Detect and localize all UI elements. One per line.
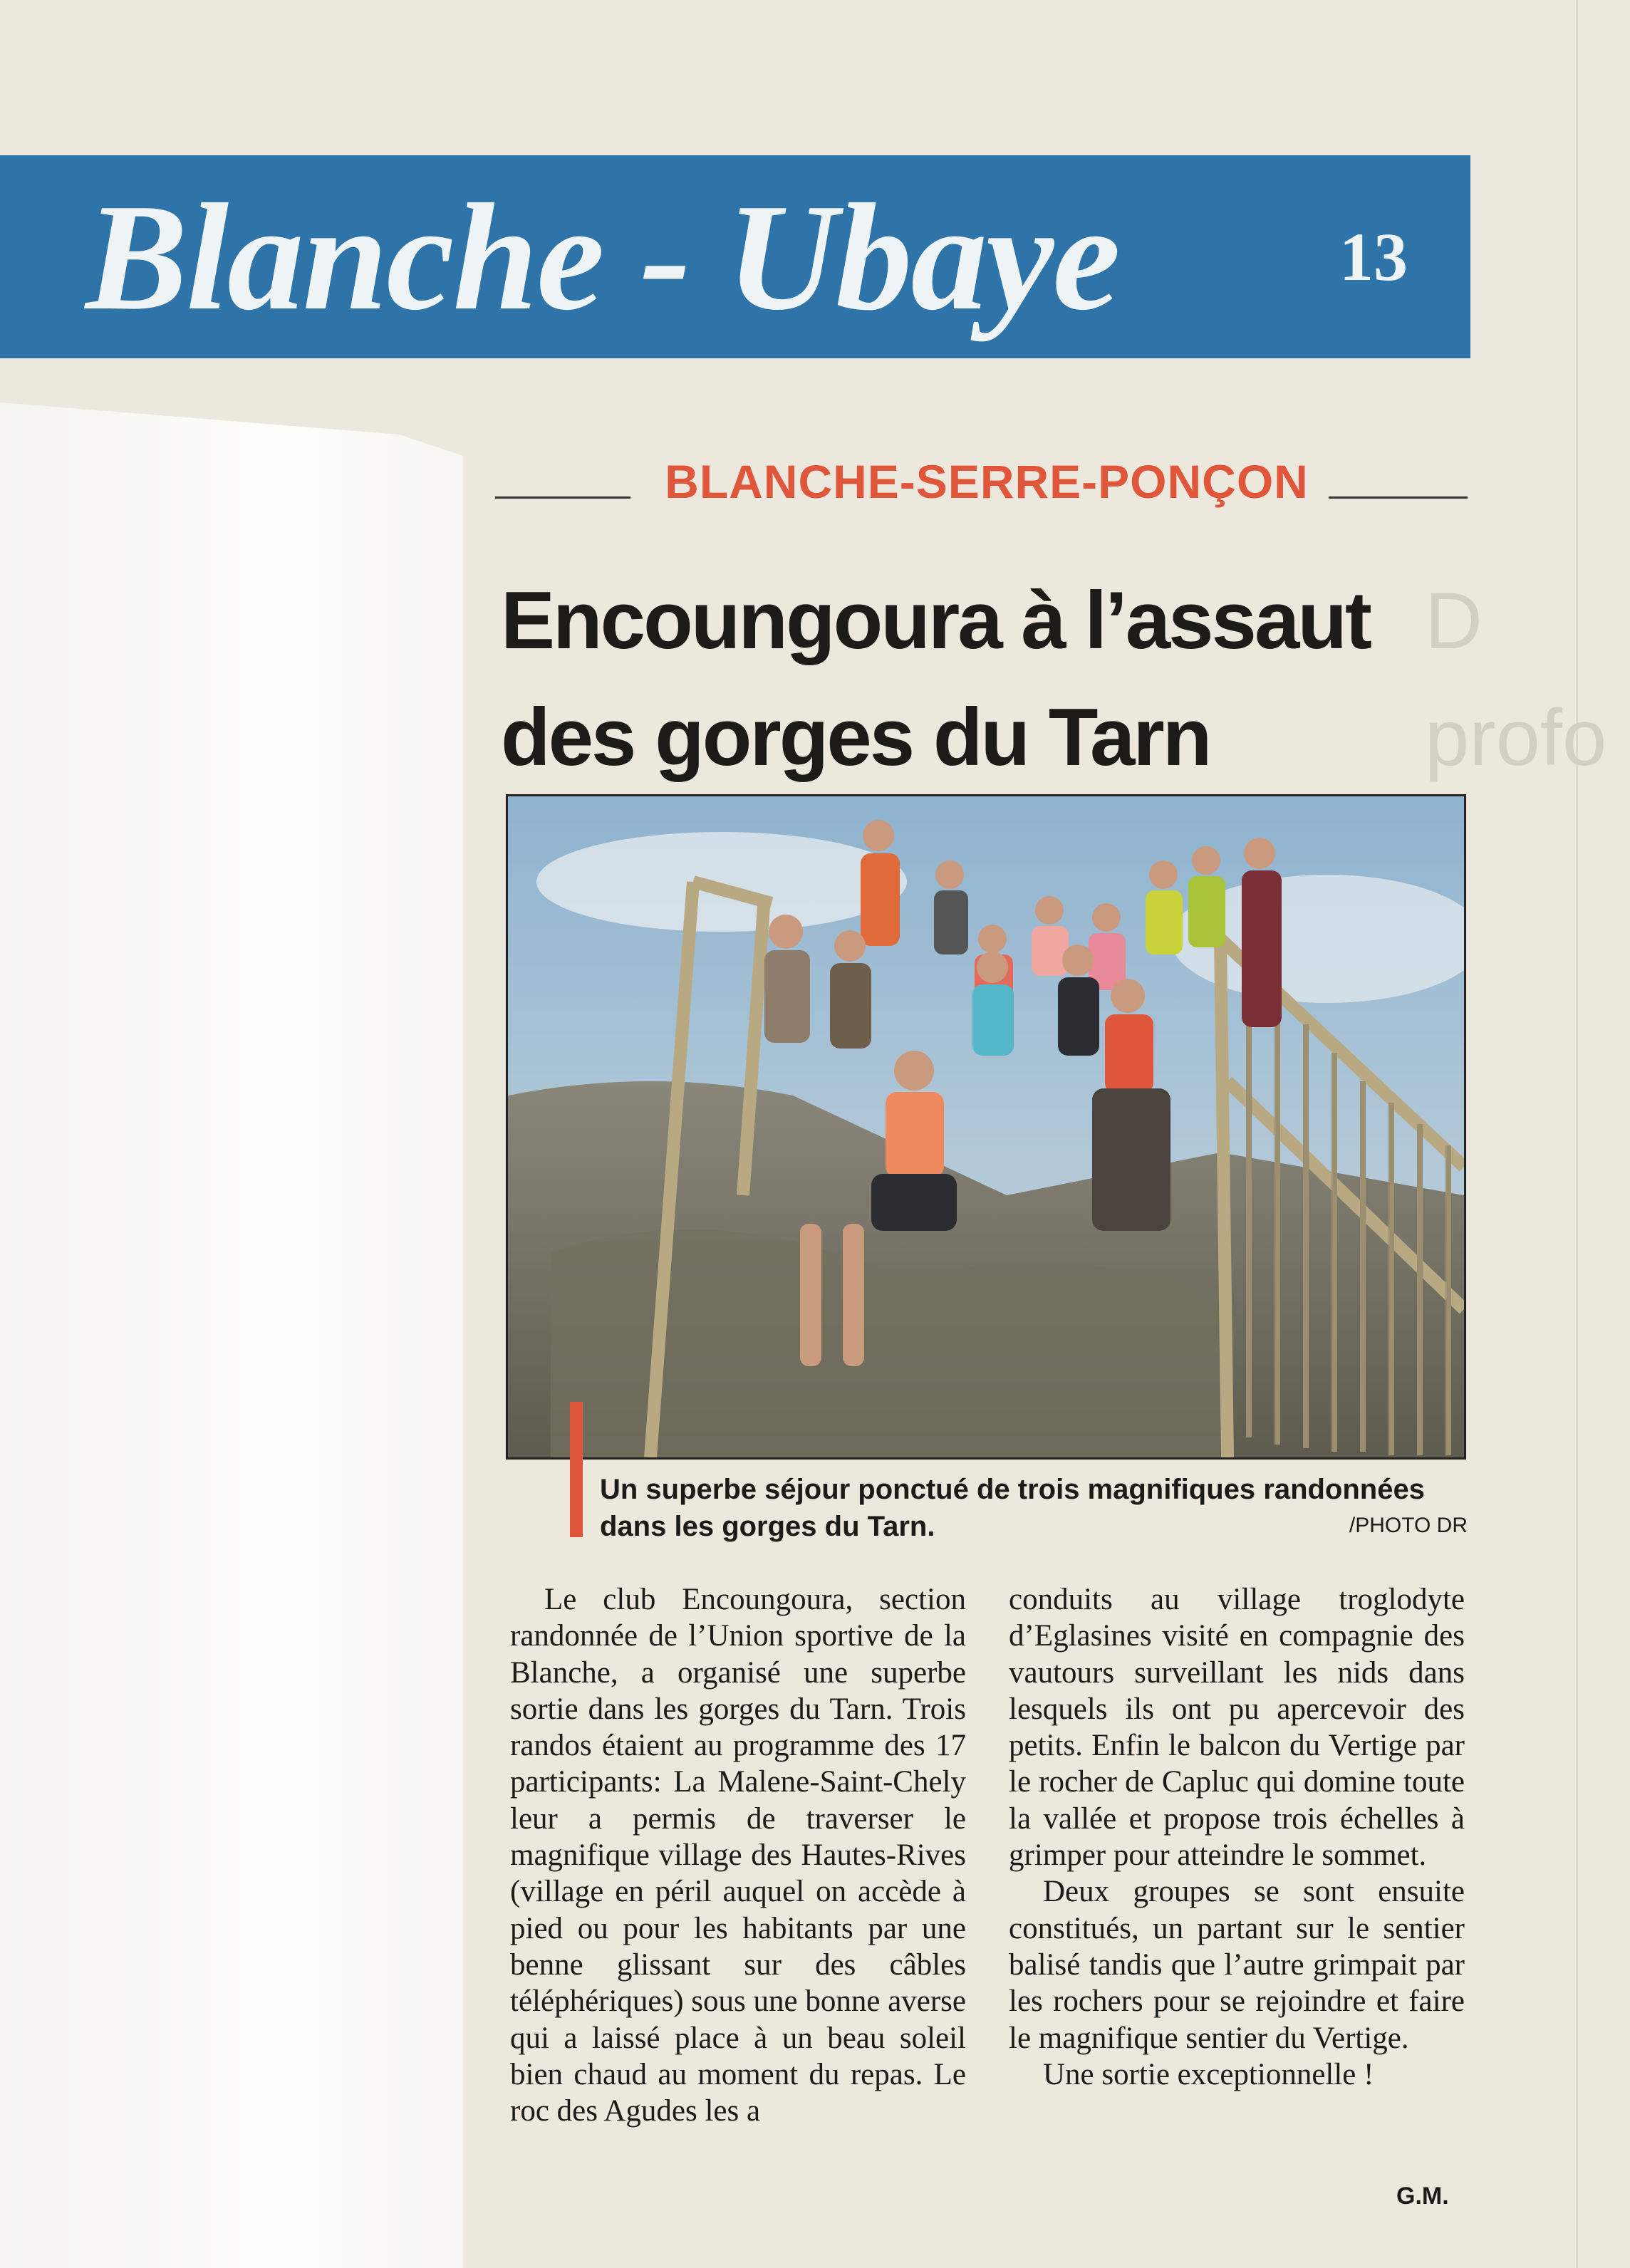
- page-number: 13: [1339, 219, 1408, 295]
- group-photo-illustration: [508, 796, 1464, 1457]
- caption-accent-bar: [570, 1402, 583, 1537]
- article-column-2: [1009, 1581, 1465, 2093]
- paper-crease: [1576, 0, 1578, 2268]
- caption-line-2: dans les gorges du Tarn.: [600, 1511, 935, 1542]
- page-title: Blanche - Ubaye: [85, 172, 1119, 342]
- section-label: BLANCHE-SERRE-PONÇON: [665, 455, 1309, 508]
- article-headline: [501, 563, 1498, 796]
- column-2-paragraph-3: Une sortie exceptionnelle !: [1043, 2057, 1374, 2091]
- section-rule-right: [1329, 496, 1468, 499]
- article-column-1: [510, 1581, 966, 2129]
- article-photo: [506, 794, 1466, 1460]
- column-2-paragraph-2: Deux groupes se sont ensuite constitués, un partant sur le sentier balisé tandis que l’autre grimpait par les rochers pour se rejoindre et faire le magnifique sentier du Vertige.: [1009, 1875, 1465, 2055]
- column-2-paragraph-1: conduits au village troglodyte d’Eglasines visité en compagnie des vautours surveillant les nids dans lesquels ils ont pu apercevoir des petits. Enfin le balcon du Vertige par le rocher de Capluc qui domine toute la vallée et propose trois échelles à grimper pour atteindre le sommet.: [1009, 1583, 1465, 1873]
- column-1-paragraph: Le club Encoungoura, section randonnée de l’Union sportive de la Blanche, a organisé une superbe sortie dans les gorges du Tarn. Trois randos étaient au programme des 17 participants: La Malene-Saint-Chely leur a permis de traverser le magnifique village des Hautes-Rives (village en péril auquel on accède à pied ou pour les habitants par une benne glissant sur des câbles téléphériques) sous une bonne averse qui a laissé place à un beau soleil bien chaud au moment du repas. Le roc des Agudes les a: [510, 1583, 967, 2128]
- bleed-through-text: D profo: [1425, 576, 1607, 782]
- headline-line-2: des gorges du Tarn: [501, 692, 1210, 783]
- section-rule-left: [495, 496, 630, 499]
- caption-line-1: Un superbe séjour ponctué de trois magnifiques randonnées: [600, 1474, 1425, 1505]
- background-paper: [0, 399, 470, 2268]
- photo-credit: /PHOTO DR: [1349, 1514, 1468, 1537]
- headline-line-1: Encoungoura à l’assaut: [501, 576, 1370, 666]
- author-signature: G.M.: [1396, 2183, 1449, 2210]
